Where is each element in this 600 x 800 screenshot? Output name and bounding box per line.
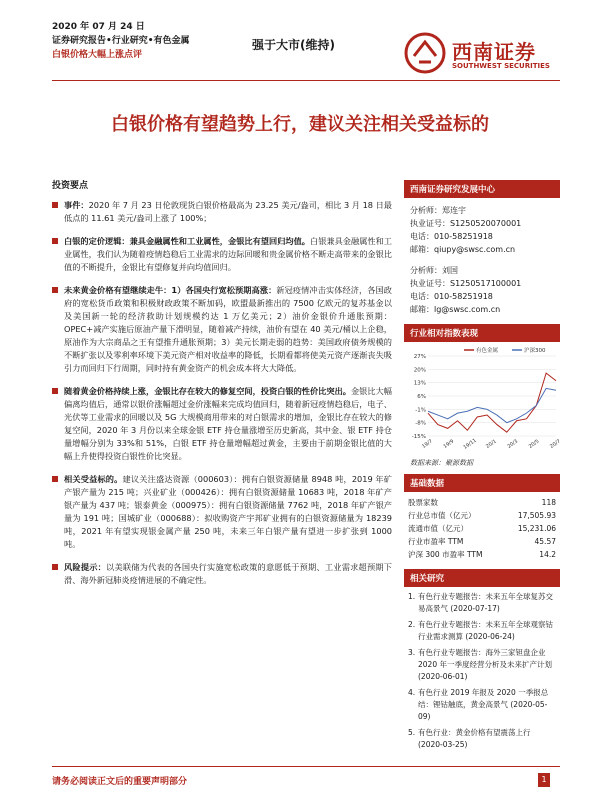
logo-cn-text: 西南证券 <box>452 40 536 64</box>
table-row <box>404 535 560 548</box>
report-date: 2020 年 07 月 24 日 <box>52 22 145 32</box>
list-text: 有色行业 2019 年报及 2020 一季报总结：锂钴触底，黄金高景气 (2020-05-09) <box>418 688 549 721</box>
key-data-label: 股票家数 <box>408 498 438 507</box>
x-tick-label: 19/9 <box>442 438 456 450</box>
list-text: 有色行业专题报告：未来五年全球复苏交易高景气 (2020-07-17) <box>418 592 553 613</box>
analyst-name: 分析师：刘国 <box>410 266 458 275</box>
table-row <box>404 522 560 535</box>
key-data-value: 15,231.06 <box>517 524 556 533</box>
header-meta <box>52 20 190 62</box>
list-item[interactable] <box>408 687 556 723</box>
list-number: 1. <box>408 592 416 601</box>
x-tick-label: 20/1 <box>485 438 498 450</box>
bullet-icon <box>52 564 58 570</box>
key-data-value: 118 <box>541 498 556 507</box>
key-data-value: 14.2 <box>539 550 556 559</box>
header-divider <box>52 80 560 81</box>
list-number: 5. <box>408 728 416 737</box>
main-content <box>52 180 392 597</box>
key-data-value: 17,505.93 <box>517 511 556 520</box>
paragraph-lead: 未来黄金价格有望继续走牛：1）各国央行宽松预期高涨： <box>64 285 277 295</box>
list-item[interactable] <box>408 591 556 615</box>
chart-source: 数据来源：聚源数据 <box>410 459 473 467</box>
list-item[interactable] <box>408 619 556 643</box>
legend-label: 有色金属 <box>476 348 499 354</box>
paragraph-gold-silver-ratio <box>52 385 392 463</box>
key-data-label: 沪深 300 市盈率 TTM <box>408 550 483 559</box>
bullet-icon <box>52 202 58 208</box>
series-line-0 <box>428 373 556 432</box>
analyst-license: 执业证号：S1250520070001 <box>410 219 522 228</box>
paragraph-beneficiaries <box>52 473 392 551</box>
report-subtitle: 白银价格大幅上涨点评 <box>52 50 143 60</box>
y-tick-label: 20% <box>413 367 426 374</box>
list-item[interactable] <box>408 727 556 751</box>
analyst-info <box>404 198 560 316</box>
paragraph-text: 以美联储为代表的各国央行实施宽松政策的意愿低于预期、工业需求超预期下滑、海外新冠肺炎疫情进展的不确定性。 <box>64 562 392 585</box>
paragraph-lead: 事件： <box>64 200 89 210</box>
key-data-table <box>404 496 560 561</box>
y-tick-label: -8% <box>415 420 426 427</box>
analyst-name: 分析师：郑连宇 <box>410 206 466 215</box>
relative-index-chart <box>404 342 560 454</box>
list-text: 有色行业专题报告：海外三家钽盘企业 2020 年一季度经营分析及未来扩产计划 (2020-06-01) <box>418 648 552 681</box>
list-number: 4. <box>408 688 416 697</box>
paragraph-lead: 相关受益标的。 <box>64 474 123 484</box>
page-number: 1 <box>538 773 550 787</box>
bullet-icon <box>52 476 58 482</box>
industry-rating: 强于大市(维持) <box>252 38 335 52</box>
section-title: 投资要点 <box>52 181 89 191</box>
paragraph-risk <box>52 561 392 587</box>
list-text: 有色行业专题报告：未来五年全球观察钴行业需求测算 (2020-06-24) <box>418 620 553 641</box>
related-research-list <box>404 587 560 751</box>
paragraph-text: 2020 年 7 月 23 日伦敦现货白银价格最高为 23.25 美元/盎司，相比 3 月 18 日最低点的 11.61 美元/盎司上涨了 100%； <box>64 200 392 223</box>
series-line-1 <box>428 388 556 422</box>
list-number: 2. <box>408 620 416 629</box>
y-tick-label: 13% <box>413 380 426 387</box>
logo-en-text: SOUTHWEST SECURITIES <box>452 62 550 70</box>
table-row <box>404 548 560 561</box>
key-data-label: 行业市盈率 TTM <box>408 537 464 546</box>
paragraph-pricing-logic <box>52 235 392 274</box>
bullet-icon <box>52 388 58 394</box>
bullet-icon <box>52 238 58 244</box>
paragraph-text: 新冠疫情冲击实体经济，各国政府的宽松货币政策和积极财政政策不断加码，欧盟最新推出的 7500 亿欧元的复苏基金以及美国新一轮的经济救助计划规模约达 1 万亿美元；2）油价金银价升通胀预期：OPEC+减产实施后原油产量下滑明显，随着减产持续，油价有望在 40 美元/桶以上企稳，原油作为大宗商品之王有望推升通胀预期；3）美元长期走弱的趋势：美国政府债务规模的不断扩张以及零利率环境下美元资产相对收益率的降低，长期看都将使美元资产逐渐丧失吸引力而回归下行周期，同时持有黄金资产的机会成本将大大降低。 <box>64 285 392 373</box>
key-data-label: 流通市值（亿元） <box>408 524 468 533</box>
x-tick-label: 20/5 <box>527 438 541 450</box>
paragraph-lead: 风险提示： <box>64 562 107 572</box>
paragraph-text: 建议关注盛达资源（000603）：拥有白银资源储量 8948 吨，2019 年矿产银产量为 215 吨；兴业矿业（000426）：拥有白银资源储量 10683 吨，2018 年矿产银产量为 437 吨；银泰黄金（000975）：拥有白银资源储量 7762 吨，2018 年矿产银产量为 191 吨；国城矿业（000688）：拟收购资产宇邦矿业拥有的白银资源储量为 18239 吨，2021 年有望实现银金属产量 250 吨，未来三年白银产量有望进一步扩张到 1000 吨。 <box>64 474 392 549</box>
y-tick-label: 6% <box>417 394 426 400</box>
report-title: 白银价格有望趋势上行，建议关注相关受益标的 <box>111 114 489 135</box>
x-tick-label: 20/7 <box>549 438 562 450</box>
y-tick-label: -15% <box>411 434 426 440</box>
footer-divider <box>52 766 560 767</box>
related-research-title: 相关研究 <box>404 569 560 587</box>
research-center-title: 西南证券研究发展中心 <box>404 180 560 198</box>
table-row <box>404 496 560 509</box>
paragraph-event <box>52 199 392 225</box>
analyst-phone: 电话：010-58251918 <box>410 292 493 301</box>
paragraph-gold-outlook <box>52 284 392 375</box>
paragraph-lead: 白银的定价逻辑：兼具金融属性和工业属性，金银比有望回归均值。 <box>64 236 310 246</box>
y-tick-label: 27% <box>413 354 426 360</box>
x-tick-label: 19/7 <box>421 438 434 450</box>
chart-title: 行业相对指数表现 <box>404 324 560 342</box>
bullet-icon <box>52 287 58 293</box>
report-category: 证券研究报告•行业研究•有色金属 <box>52 36 190 46</box>
key-data-title: 基础数据 <box>404 474 560 492</box>
legend-label: 沪深300 <box>524 348 546 354</box>
relative-index-section <box>404 324 560 470</box>
logo-mark-icon <box>404 32 446 74</box>
sidebar <box>404 180 560 755</box>
footer-disclaimer: 请务必阅读正文后的重要声明部分 <box>52 777 188 787</box>
analyst-phone: 电话：010-58251918 <box>410 232 493 241</box>
paragraph-lead: 随着黄金价格持续上涨，金银比存在较大的修复空间，投资白银的性价比突出。 <box>64 386 351 396</box>
list-item[interactable] <box>408 647 556 683</box>
key-data-label: 行业总市值（亿元） <box>408 511 476 520</box>
list-text: 有色行业：黄金价格有望震荡上行 (2020-03-25) <box>418 728 531 749</box>
list-number: 3. <box>408 648 416 657</box>
x-tick-label: 20/3 <box>506 438 520 450</box>
analyst-email[interactable]: 邮箱：qiupy@swsc.com.cn <box>410 245 516 254</box>
analyst-license: 执业证号：S1250517100001 <box>410 279 522 288</box>
paragraph-text: 白银兼具金融属性和工业属性，我们认为随着疫情趋稳后工业需求的边际回暖和贵金属价格不断走高带来的金银比值的不断提升，金银比有望修复并向均值回归。 <box>64 236 392 272</box>
y-tick-label: -1% <box>415 407 426 414</box>
table-row <box>404 509 560 522</box>
analyst-email[interactable]: 邮箱：lg@swsc.com.cn <box>410 305 501 314</box>
x-tick-label: 19/11 <box>462 437 478 451</box>
key-data-value: 45.57 <box>534 537 556 546</box>
paragraph-text: 金银比大幅偏离均值后，通常以银价涨幅超过金价涨幅来完成均值回归，随着新冠疫情趋稳后，电子、光伏等工业需求的回暖以及 5G 大规模商用带来的对白银需求的增加，金银比存在较大的修复空间，2020 年 3 月份以来全球金银 ETF 持仓量涨增至历史新高，其中金、银 ETF 持仓量增幅分别为 33%和 51%，白银 ETF 持仓量增幅超过黄金，主要由于前期金银比值的大幅上升使得投资白银性价比突显。 <box>64 386 392 461</box>
company-logo <box>402 30 562 76</box>
